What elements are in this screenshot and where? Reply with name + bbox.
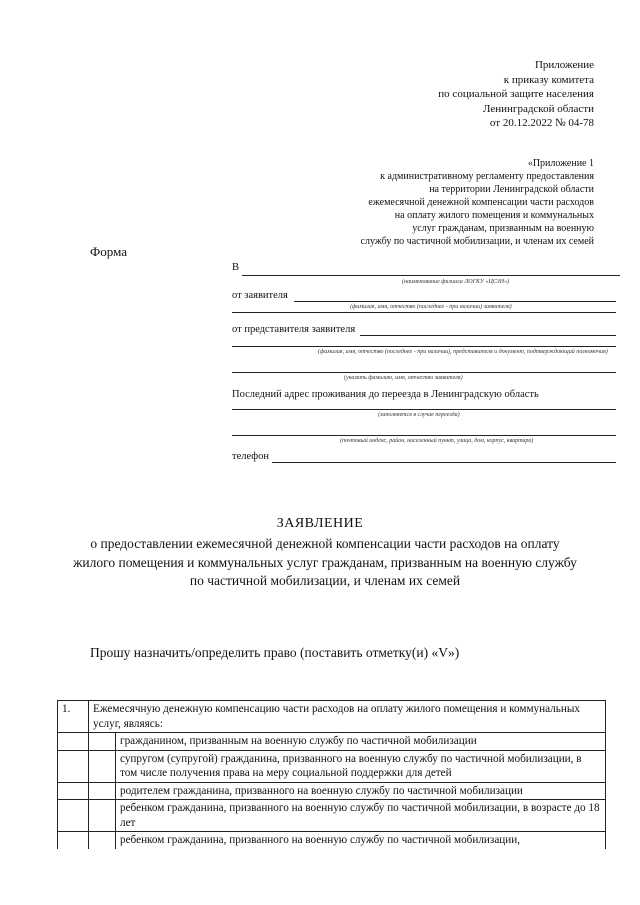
phone-field[interactable] — [272, 462, 616, 463]
option-label: ребенком гражданина, призванного на военную службу по частичной мобилизации, в возрасте до 18 лет — [116, 800, 606, 832]
option-label: гражданином, призванным на военную службу по частичной мобилизации — [116, 733, 606, 751]
representative-label: от представителя заявителя — [232, 324, 356, 335]
appendix-line: Ленинградской области — [483, 102, 594, 115]
representative-field-2[interactable] — [232, 346, 616, 347]
address-field-2[interactable] — [232, 435, 616, 436]
phone-label: телефон — [232, 451, 269, 462]
appendix-line: на оплату жилого помещения и коммунальных — [394, 210, 594, 221]
checkbox-cell[interactable] — [89, 750, 116, 782]
option-label: родителем гражданина, призванного на военную службу по частичной мобилизации — [116, 782, 606, 800]
appendix-line: услуг гражданам, призванным на военную — [412, 223, 594, 234]
checkbox-cell[interactable] — [89, 800, 116, 832]
option-label: ребенком гражданина, призванного на военную службу по частичной мобилизации, — [116, 832, 606, 849]
address-hint-2: (почтовый индекс, район, населенный пункт, улица, дом, корпус, квартира) — [340, 438, 534, 444]
to-hint: (наименование филиала ЛОГКУ «ЦСЗН») — [402, 279, 510, 285]
checkbox-cell[interactable] — [89, 782, 116, 800]
table-row — [58, 782, 606, 800]
applicant-field[interactable] — [294, 301, 616, 302]
appendix-line: от 20.12.2022 № 04-78 — [489, 117, 594, 129]
appendix-order-block — [294, 58, 594, 131]
appendix-line: «Приложение 1 — [527, 158, 594, 169]
form-label: Форма — [90, 244, 127, 259]
applicant-hint: (фамилия, имя, отчество (последнее - при наличии) заявителя) — [350, 304, 512, 310]
address-hint-1: (заполняется в случае переезда) — [378, 412, 460, 418]
request-text: Прошу назначить/определить право (поставить отметку(и) «V») — [90, 645, 460, 660]
document-title: ЗАЯВЛЕНИЕ — [276, 516, 364, 531]
appendix-line: ежемесячной денежной компенсации части расходов — [368, 197, 594, 208]
table-row — [58, 800, 606, 832]
appendix-line: Приложение — [534, 59, 594, 71]
representative-field-3[interactable] — [232, 372, 616, 373]
document-subtitle: о предоставлении ежемесячной денежной компенсации части расходов на оплату жилого помещения и коммунальных услуг гражданам, призванным на военную службу по частичной мобилизации, и членам их семей — [73, 536, 577, 588]
appendix-regulation-block — [274, 157, 594, 248]
options-table — [57, 700, 606, 849]
appendix-line: на территории Ленинградской области — [429, 184, 594, 195]
appendix-line: к приказу комитета — [503, 73, 594, 86]
table-row — [58, 832, 606, 849]
checkbox-cell[interactable] — [89, 733, 116, 751]
applicant-label: от заявителя — [232, 290, 288, 301]
appendix-line: по социальной защите населения — [438, 88, 594, 100]
table-row — [58, 733, 606, 751]
representative-hint-2: (указать фамилию, имя, отчество заявителя) — [344, 375, 463, 381]
option-label: супругом (супругой) гражданина, призванного на военную службу по частичной мобилизации, в том числе получения права на меру социальной поддержки для детей — [116, 750, 606, 782]
item-number: 1. — [58, 701, 89, 733]
applicant-field-2[interactable] — [232, 312, 616, 313]
to-field[interactable] — [242, 275, 620, 276]
representative-field[interactable] — [360, 335, 616, 336]
appendix-line: к административному регламенту предоставления — [380, 171, 594, 182]
item-header: Ежемесячную денежную компенсацию части расходов на оплату жилого помещения и коммунальных услуг, являясь: — [89, 701, 606, 733]
appendix-line: службу по частичной мобилизации, и членам их семей — [360, 236, 594, 247]
checkbox-cell[interactable] — [89, 832, 116, 849]
representative-hint: (фамилия, имя, отчество (последнее - при наличии), представителя и документ, подтверждающий полномочия) — [318, 349, 608, 355]
table-header-row — [58, 701, 606, 733]
address-label: Последний адрес проживания до переезда в Ленинградскую область — [232, 389, 539, 400]
to-prefix: В — [232, 262, 240, 273]
address-field[interactable] — [232, 409, 616, 410]
table-row — [58, 750, 606, 782]
